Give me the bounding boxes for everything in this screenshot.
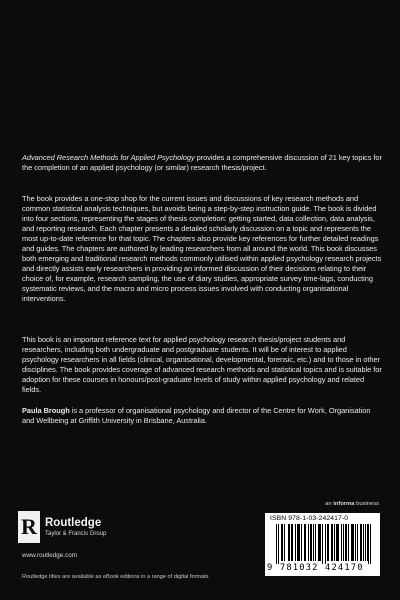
- publisher-group: Taylor & Francis Group: [45, 530, 107, 537]
- barcode-bars-icon: [276, 524, 372, 564]
- audience-text: This book is an important reference text for applied psychology research thesis/project students and researchers, including both undergraduate and postgraduate students. It will be of interest to applied psychology researchers in all fields (clinical, organisational, developmental, forensic, etc.) and to those in other disciplines. The book provides coverage of advanced research methods and statistical topics and is suitable for adoption for these courses in honours/post-graduate levels of study within applied psychology and related fields.: [22, 335, 382, 394]
- book-intro-paragraph: [22, 153, 382, 173]
- description-text: The book provides a one-stop shop for the current issues and discussions of key research methods and common statistical analysis techniques, but avoids being a step-by-step instruction guide. The book is divided into four sections, representing the stages of thesis completion: getting started, data collection, data analysis, and reporting research. Each chapter presents a detailed scholarly discussion on a topic and represents the most up-to-date reference for that topic. The chapters also provide key references for further detailed readings and guides. The chapters are authored by leading researchers from all around the world. This book discusses both emerging and traditional research methods commonly utilised within applied psychology research projects and directly assists early researchers in providing an informed discussion of their decisions relating to their choice of, for example, research sampling, the use of diary studies, appropriate survey time-lags, conducting systematic reviews, and the macro and micro process issues involved with conducting organisational interventions.: [22, 194, 382, 303]
- publisher-name: Routledge: [45, 516, 102, 529]
- book-title: Advanced Research Methods for Applied Psychology: [22, 153, 195, 162]
- routledge-logo-icon: R: [18, 511, 40, 543]
- isbn-label: ISBN 978-1-03-242417-0: [270, 515, 349, 522]
- audience-paragraph: [22, 335, 382, 395]
- publisher-wordmark: [45, 517, 106, 538]
- intro-text: provides a comprehensive discussion of 21 key topics for the completion of an applied psychology (or similar) research thesis/project.: [22, 153, 382, 172]
- ebook-note: Routledge titles are available as eBook editions in a range of digital formats: [22, 574, 209, 580]
- description-paragraph: [22, 194, 382, 304]
- publisher-website: www.routledge.com: [22, 552, 77, 559]
- author-name: Paula Brough: [22, 406, 70, 415]
- publisher-logo: [18, 510, 106, 544]
- author-bio: is a professor of organisational psychology and director of the Centre for Work, Organisation and Wellbeing at Griffith University in Brisbane, Australia.: [22, 406, 371, 425]
- barcode-digits: 9 781032 424170: [267, 563, 364, 573]
- informa-business-label: an informa business: [325, 501, 379, 507]
- author-bio-paragraph: [22, 406, 382, 426]
- isbn-barcode: [265, 513, 380, 576]
